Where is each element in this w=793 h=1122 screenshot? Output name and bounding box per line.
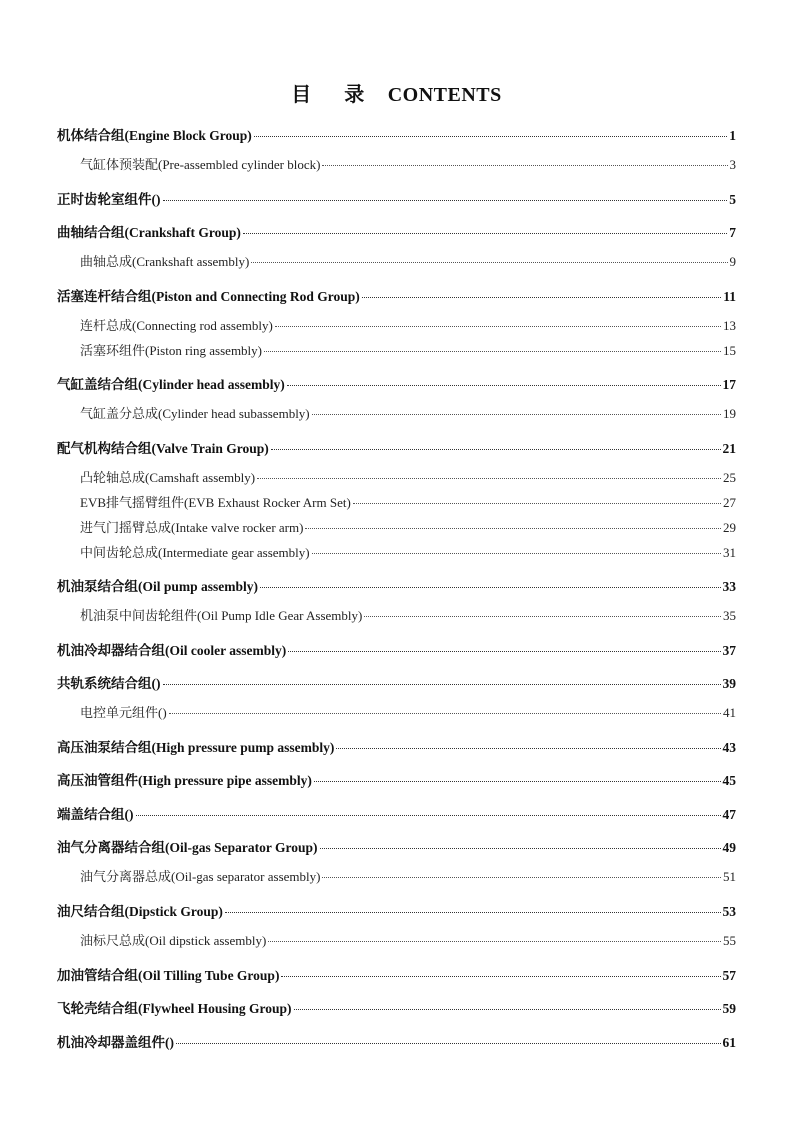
toc-page-number: 31 — [723, 545, 736, 560]
dot-leader — [364, 616, 721, 617]
toc-entry-label: 油尺结合组(Dipstick Group) — [57, 904, 223, 919]
toc-page-number: 13 — [723, 318, 736, 333]
toc-page-number: 27 — [723, 495, 736, 510]
toc-page-number: 45 — [722, 773, 736, 788]
toc-page-number: 15 — [723, 343, 736, 358]
toc-section-entry[interactable] — [57, 285, 736, 303]
toc-page-number: 29 — [723, 520, 736, 535]
toc-entry-label: 机油冷却器盖组件() — [57, 1035, 174, 1050]
dot-leader — [264, 351, 721, 352]
toc-subsection-entry[interactable] — [80, 930, 736, 948]
toc-section-entry[interactable] — [57, 736, 736, 754]
dot-leader — [225, 912, 721, 913]
toc-page-number: 5 — [729, 192, 736, 207]
toc-page-number: 47 — [722, 807, 736, 822]
toc-subsection-entry[interactable] — [80, 492, 736, 510]
toc-entry-label: 进气门摇臂总成(Intake valve rocker arm) — [80, 520, 304, 535]
toc-entry-label: 连杆总成(Connecting rod assembly) — [80, 318, 273, 333]
toc-entry-label: 飞轮壳结合组(Flywheel Housing Group) — [57, 1001, 292, 1016]
dot-leader — [322, 877, 721, 878]
toc-entry-label: 高压油泵结合组(High pressure pump assembly) — [57, 740, 335, 755]
toc-entry-label: 曲轴总成(Crankshaft assembly) — [80, 254, 250, 269]
dot-leader — [353, 503, 721, 504]
dot-leader — [251, 262, 727, 263]
toc-page-number: 9 — [729, 254, 736, 269]
toc-section-entry[interactable] — [57, 769, 736, 787]
dot-leader — [163, 200, 728, 201]
toc-page-number: 55 — [723, 933, 736, 948]
toc-page-number: 61 — [722, 1035, 736, 1050]
toc-entry-label: 加油管结合组(Oil Tilling Tube Group) — [57, 968, 280, 983]
dot-leader — [294, 1009, 721, 1010]
toc-page-number: 59 — [722, 1001, 736, 1016]
toc-entry-label: 气缸体预装配(Pre-assembled cylinder block) — [80, 157, 321, 172]
toc-page-number: 53 — [722, 904, 736, 919]
toc-subsection-entry[interactable] — [80, 517, 736, 535]
toc-subsection-entry[interactable] — [80, 605, 736, 623]
toc-section-entry[interactable] — [57, 836, 736, 854]
toc-page-number: 41 — [723, 705, 736, 720]
toc-subsection-entry[interactable] — [80, 467, 736, 485]
dot-leader — [275, 326, 721, 327]
dot-leader — [260, 587, 720, 588]
dot-leader — [314, 781, 721, 782]
toc-page-number: 21 — [722, 441, 736, 456]
toc-entry-label: EVB排气摇臂组件(EVB Exhaust Rocker Arm Set) — [80, 495, 351, 510]
toc-entry-label: 机体结合组(Engine Block Group) — [57, 128, 252, 143]
toc-page-number: 57 — [722, 968, 736, 983]
toc-section-entry[interactable] — [57, 221, 736, 239]
dot-leader — [257, 478, 721, 479]
toc-entry-label: 气缸盖分总成(Cylinder head subassembly) — [80, 406, 310, 421]
toc-section-entry[interactable] — [57, 997, 736, 1015]
toc-entry-label: 端盖结合组() — [57, 807, 134, 822]
toc-entry-label: 曲轴结合组(Crankshaft Group) — [57, 225, 241, 240]
title-english: CONTENTS — [387, 84, 502, 106]
dot-leader — [268, 941, 721, 942]
toc-page-number: 49 — [722, 840, 736, 855]
toc-entry-label: 机油泵中间齿轮组件(Oil Pump Idle Gear Assembly) — [80, 608, 363, 623]
toc-page-number: 35 — [723, 608, 736, 623]
dot-leader — [305, 528, 721, 529]
dot-leader — [169, 713, 721, 714]
dot-leader — [287, 385, 721, 386]
dot-leader — [176, 1043, 721, 1044]
toc-entry-label: 油气分离器结合组(Oil-gas Separator Group) — [57, 840, 318, 855]
toc-entry-label: 活塞环组件(Piston ring assembly) — [80, 343, 262, 358]
dot-leader — [281, 976, 720, 977]
toc-subsection-entry[interactable] — [80, 154, 736, 172]
toc-page-number: 39 — [722, 676, 736, 691]
toc-subsection-entry[interactable] — [80, 251, 736, 269]
toc-entry-label: 机油泵结合组(Oil pump assembly) — [57, 579, 259, 594]
toc-page-number: 33 — [722, 579, 736, 594]
dot-leader — [271, 449, 721, 450]
toc-subsection-entry[interactable] — [80, 340, 736, 358]
toc-section-entry[interactable] — [57, 188, 736, 206]
toc-subsection-entry[interactable] — [80, 542, 736, 560]
toc-subsection-entry[interactable] — [80, 403, 736, 421]
toc-entry-label: 活塞连杆结合组(Piston and Connecting Rod Group) — [57, 289, 360, 304]
toc-section-entry[interactable] — [57, 900, 736, 918]
toc-section-entry[interactable] — [57, 639, 736, 657]
toc-entry-label: 油标尺总成(Oil dipstick assembly) — [80, 933, 267, 948]
dot-leader — [336, 748, 720, 749]
toc-entry-label: 机油冷却器结合组(Oil cooler assembly) — [57, 643, 287, 658]
toc-section-entry[interactable] — [57, 575, 736, 593]
toc-page-number: 43 — [722, 740, 736, 755]
toc-section-entry[interactable] — [57, 672, 736, 690]
toc-entry-label: 高压油管组件(High pressure pipe assembly) — [57, 773, 312, 788]
title-chinese: 目 录 — [291, 84, 379, 106]
toc-page-number: 19 — [723, 406, 736, 421]
toc-page-number: 7 — [729, 225, 736, 240]
dot-leader — [362, 297, 721, 298]
dot-leader — [136, 815, 721, 816]
toc-section-entry[interactable] — [57, 803, 736, 821]
dot-leader — [243, 233, 727, 234]
dot-leader — [288, 651, 720, 652]
toc-subsection-entry[interactable] — [80, 866, 736, 884]
toc-subsection-entry[interactable] — [80, 315, 736, 333]
toc-page-number: 37 — [722, 643, 736, 658]
toc-page-number: 3 — [729, 157, 736, 172]
dot-leader — [322, 165, 727, 166]
toc-page-number: 51 — [723, 869, 736, 884]
toc-section-entry[interactable] — [57, 964, 736, 982]
toc-entry-label: 中间齿轮总成(Intermediate gear assembly) — [80, 545, 310, 560]
toc-entry-label: 油气分离器总成(Oil-gas separator assembly) — [80, 869, 321, 884]
toc-subsection-entry[interactable] — [80, 702, 736, 720]
toc-page-number: 25 — [723, 470, 736, 485]
toc-section-entry[interactable] — [57, 437, 736, 455]
toc-section-entry[interactable] — [57, 124, 736, 142]
toc-page-number: 1 — [729, 128, 736, 143]
dot-leader — [320, 848, 721, 849]
toc-entry-label: 电控单元组件() — [80, 705, 167, 720]
toc-section-entry[interactable] — [57, 373, 736, 391]
toc-page-number: 11 — [723, 289, 736, 304]
toc-page-number: 17 — [722, 377, 736, 392]
dot-leader — [254, 136, 727, 137]
dot-leader — [163, 684, 721, 685]
toc-entry-label: 配气机构结合组(Valve Train Group) — [57, 441, 269, 456]
toc-entry-label: 共轨系统结合组() — [57, 676, 161, 691]
dot-leader — [312, 414, 721, 415]
toc-entry-label: 凸轮轴总成(Camshaft assembly) — [80, 470, 256, 485]
toc-section-entry[interactable] — [57, 1031, 736, 1049]
dot-leader — [312, 553, 721, 554]
toc-entry-label: 正时齿轮室组件() — [57, 192, 161, 207]
toc-entry-label: 气缸盖结合组(Cylinder head assembly) — [57, 377, 285, 392]
